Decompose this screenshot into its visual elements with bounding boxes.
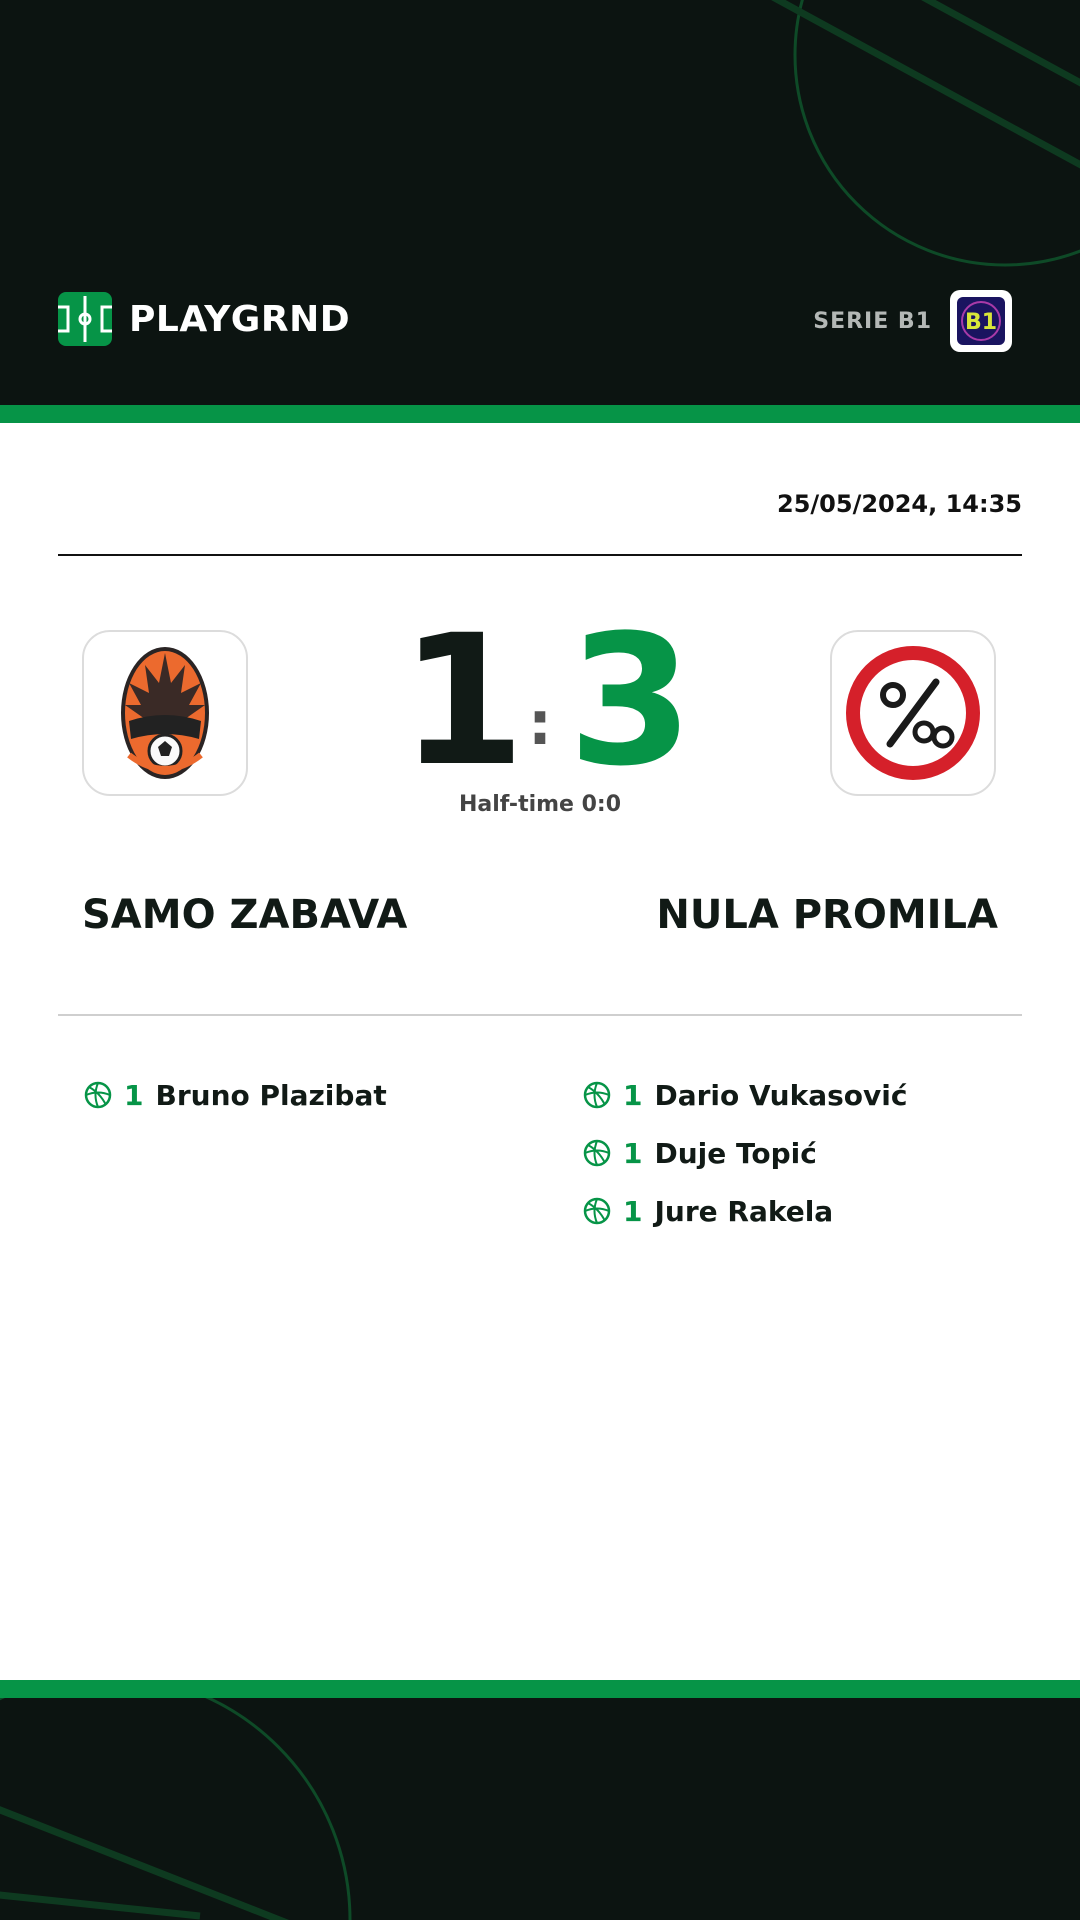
away-score: 3	[568, 597, 694, 806]
football-icon	[583, 1197, 611, 1225]
football-icon	[583, 1081, 611, 1109]
scorer-item	[583, 1124, 907, 1182]
away-team-crest	[830, 630, 996, 796]
home-team-name: SAMO ZABAVA	[82, 892, 408, 938]
match-datetime: 25/05/2024, 14:35	[777, 490, 1022, 518]
away-scorers-list	[583, 1066, 907, 1240]
scorer-name: Jure Rakela	[654, 1194, 834, 1228]
home-score: 1	[400, 597, 526, 806]
league-badge-text: B1	[964, 310, 998, 335]
scorer-name: Dario Vukasović	[654, 1078, 908, 1112]
league[interactable]	[813, 290, 1012, 352]
footer	[0, 1698, 1080, 1920]
scorer-item	[583, 1066, 907, 1124]
league-badge	[950, 290, 1012, 352]
goal-count: 1	[623, 1136, 643, 1170]
score-separator: :	[528, 689, 552, 759]
divider	[58, 1014, 1022, 1016]
scorer-name: Duje Topić	[654, 1136, 817, 1170]
header	[0, 0, 1080, 405]
brand[interactable]	[58, 292, 350, 346]
pitch-logo-icon	[58, 292, 112, 346]
goal-count: 1	[124, 1078, 144, 1112]
scorer-item	[583, 1182, 907, 1240]
goal-count: 1	[623, 1078, 643, 1112]
away-team-name: NULA PROMILA	[656, 892, 998, 938]
football-icon	[583, 1139, 611, 1167]
home-team-crest	[82, 630, 248, 796]
halftime-score: Half-time 0:0	[458, 792, 622, 817]
footer-accent-bar	[0, 1680, 1080, 1698]
away-crest-icon	[846, 646, 980, 780]
football-icon	[84, 1081, 112, 1109]
brand-name: PLAYGRND	[129, 298, 351, 340]
header-accent-bar	[0, 405, 1080, 423]
scorer-item	[84, 1066, 387, 1124]
home-scorers-list	[84, 1066, 387, 1124]
home-crest-icon	[115, 643, 215, 783]
league-name: SERIE B1	[813, 308, 932, 334]
goal-count: 1	[623, 1194, 643, 1228]
league-logo-icon	[957, 297, 1005, 345]
pitch-decoration	[0, 1698, 1080, 1920]
scorer-name: Bruno Plazibat	[155, 1078, 387, 1112]
divider	[58, 554, 1022, 556]
